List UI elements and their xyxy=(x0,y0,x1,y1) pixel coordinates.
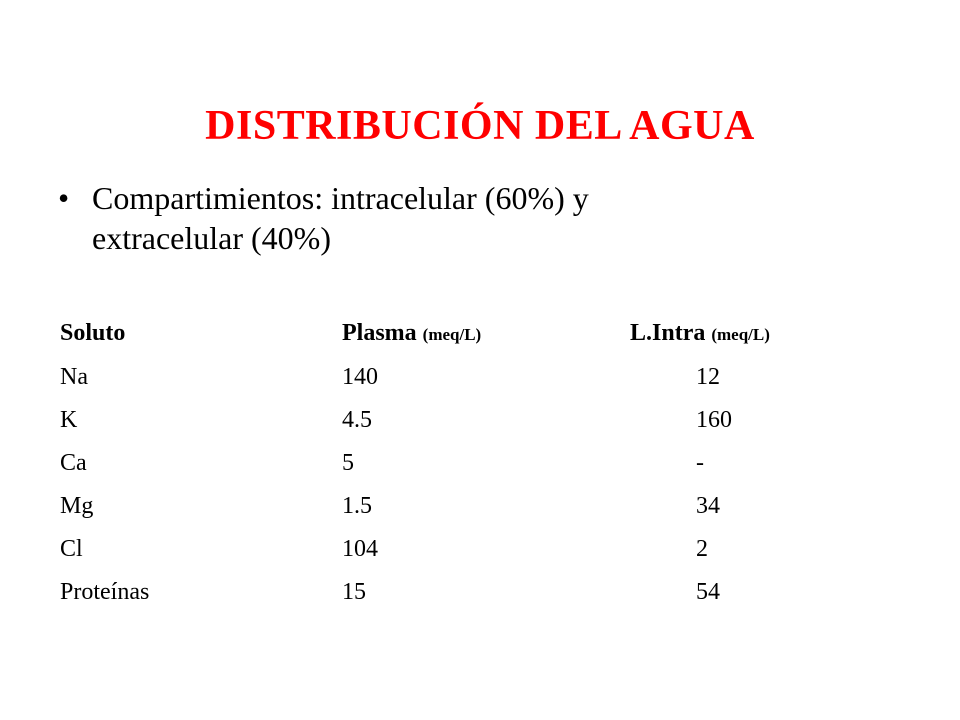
cell-plasma: 15 xyxy=(342,579,366,605)
bullet-symbol: • xyxy=(58,180,70,216)
cell-intra: 34 xyxy=(696,493,720,519)
cell-plasma: 104 xyxy=(342,536,378,562)
cell-intra: 2 xyxy=(696,536,708,562)
header-soluto: Soluto xyxy=(60,320,126,346)
header-plasma-unit: (meq/L) xyxy=(422,325,482,344)
cell-soluto: K xyxy=(60,407,78,433)
slide-title: DISTRIBUCIÓN DEL AGUA xyxy=(205,103,755,149)
cell-intra: 54 xyxy=(696,579,720,605)
cell-intra: 160 xyxy=(696,407,732,433)
bullet-text-line-2: extracelular (40%) xyxy=(92,220,331,256)
cell-soluto: Na xyxy=(60,364,88,390)
cell-intra: 12 xyxy=(696,364,720,390)
header-intra xyxy=(630,312,770,356)
cell-plasma: 140 xyxy=(342,364,378,390)
cell-soluto: Ca xyxy=(60,450,87,476)
cell-soluto: Cl xyxy=(60,536,83,562)
bullet-item xyxy=(58,178,858,258)
header-intra-label: L.Intra xyxy=(630,320,706,346)
bullet-text-line-1: Compartimientos: intracelular (60%) y xyxy=(92,180,589,216)
cell-intra: - xyxy=(696,450,704,476)
cell-plasma: 5 xyxy=(342,450,354,476)
cell-plasma: 1.5 xyxy=(342,493,372,519)
header-intra-unit: (meq/L) xyxy=(711,325,770,344)
cell-soluto: Mg xyxy=(60,493,94,519)
cell-plasma: 4.5 xyxy=(342,407,372,433)
header-plasma xyxy=(342,312,481,356)
cell-soluto: Proteínas xyxy=(60,579,150,605)
header-plasma-label: Plasma xyxy=(342,320,417,346)
